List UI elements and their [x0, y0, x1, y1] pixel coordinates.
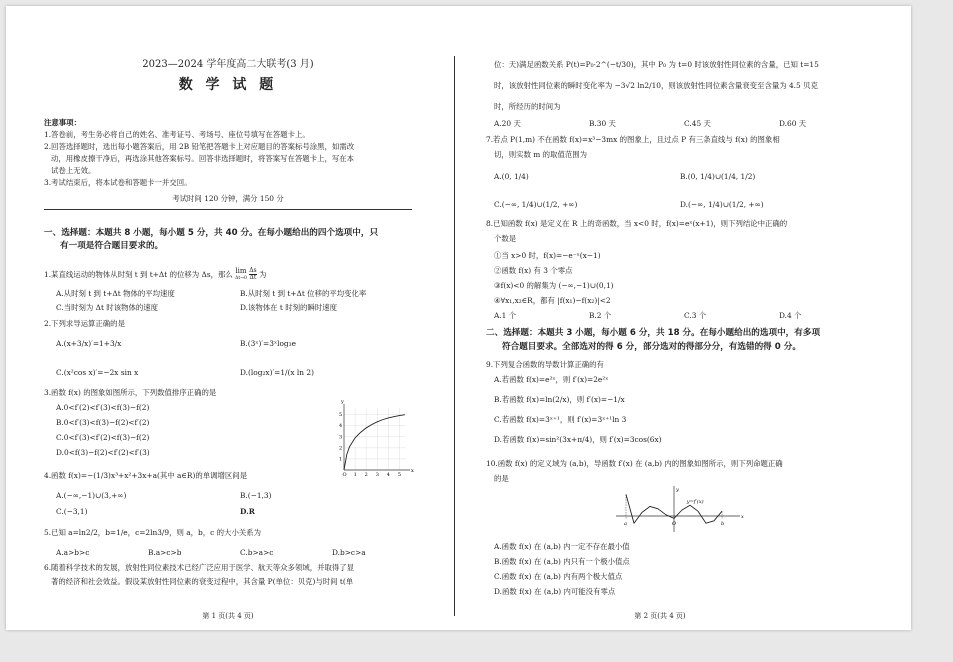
q10-line1: 10.函数 f(x) 的定义域为 (a,b)，导函数 f′(x) 在 (a,b) 内的图象如图所示，则下列命题正确: [486, 459, 783, 468]
q5-stem: 5.已知 a=ln2/2，b=1/e，c=2ln3/9，则 a，b，c 的大小关系为: [44, 528, 262, 537]
section1-heading: 一、选择题：本题共 8 小题，每小题 5 分，共 40 分。在每小题给出的四个选项中，只: [44, 228, 379, 238]
q8-option-a: A.1 个: [494, 311, 517, 320]
exam-title-line1: 2023—2024 学年度高二大联考(3 月): [142, 59, 314, 70]
limit-text: lim: [235, 267, 247, 276]
q3-option-a: A.0<f′(2)<f′(3)<f(3)−f(2): [56, 403, 150, 412]
q10-line2: 的是: [494, 474, 509, 483]
q10-option-d: D.函数 f(x) 在 (a,b) 内可能没有零点: [494, 587, 616, 596]
q6-line5: 时，所经历的时间为: [494, 102, 561, 111]
fraction-denominator: Δt: [249, 274, 257, 282]
q5-option-a: A.a>b>c: [56, 548, 90, 557]
y-axis-label: y: [341, 399, 344, 405]
q8-line2: 个数是: [494, 234, 517, 243]
q6-line4: 时，该放射性同位素的瞬时变化率为 −3√2 ln2/10，则该放射性同位素含量衰变至含量为 4.5 贝克: [494, 81, 818, 90]
q2-option-d: D.(log₂x)′=1/(x ln 2): [240, 368, 314, 377]
x-tick-label: b: [721, 521, 725, 527]
y-tick-label: 4: [339, 423, 343, 430]
q5-option-b: B.a>c>b: [148, 548, 182, 557]
x-tick-label: 2: [364, 472, 368, 478]
q8-option-d: D.4 个: [779, 311, 802, 320]
q3-stem: 3.函数 f(x) 的图象如图所示，下列数值排序正确的是: [44, 388, 217, 397]
q6-line3: 位：天)满足函数关系 P(t)=P₀·2^(−t/30)，其中 P₀ 为 t=0 时该放射性同位素的含量，已知 t=15: [494, 60, 819, 69]
q7-option-c: C.(−∞, 1/4)∪(1/2, +∞): [494, 200, 578, 209]
q8-option-b: B.2 个: [589, 311, 612, 320]
q1-limit: [235, 268, 247, 282]
q6-line2: 著的经济和社会效益。假设某放射性同位素的衰变过程中，其含量 P(单位：贝克)与时间 t(单: [51, 577, 354, 586]
section2-heading-cont: 符合题目要求。全部选对的得 6 分，部分选对的得部分分，有选错的得 0 分。: [502, 342, 801, 352]
x-tick-label: 4: [386, 472, 390, 478]
q10-graph: [614, 484, 746, 534]
q6-option-d: D.60 天: [779, 119, 807, 128]
q6-option-b: B.30 天: [589, 119, 616, 128]
series-label: y=f′(x): [686, 498, 704, 505]
q9-stem: 9.下列复合函数的导数计算正确的有: [486, 360, 604, 369]
x-axis-label: x: [741, 514, 744, 520]
exam-sheet: [6, 6, 911, 630]
x-tick-label: O: [342, 472, 347, 478]
divider-line: [44, 209, 412, 210]
series-line: [344, 415, 405, 470]
q9-option-b: B.若函数 f(x)=ln(2/x)，则 f′(x)=−1/x: [494, 395, 625, 404]
notice-item: 3.考试结束后，将本试卷和答题卡一并交回。: [44, 178, 192, 187]
q6-option-a: A.20 天: [494, 119, 521, 128]
x-tick-label: O: [672, 521, 677, 527]
x-tick-label: a: [624, 521, 627, 527]
column-divider: [454, 56, 455, 616]
page-footer-left: 第 1 页(共 4 页): [202, 612, 254, 620]
q5-option-c: C.b>a>c: [240, 548, 274, 557]
y-tick-label: 3: [339, 434, 343, 441]
q1-stem-end: 为: [259, 269, 267, 279]
q4-option-b: B.(−1,3): [240, 491, 272, 500]
q4-option-a: A.(−∞,−1)∪(3,+∞): [56, 491, 127, 500]
q6-line1: 6.随着科学技术的发展，放射性同位素技术已经广泛应用于医学、航天等众多领域，并取得了显: [44, 563, 355, 572]
y-axis-label: y: [676, 487, 679, 493]
q7-option-b: B.(0, 1/4)∪(1/4, 1/2): [680, 172, 756, 181]
exam-time: 考试时间 120 分钟，满分 150 分: [172, 194, 284, 203]
q9-option-d: D.若函数 f(x)=sin²(3x+π/4)，则 f′(x)=3cos(6x): [494, 435, 662, 444]
y-tick-label: 2: [339, 445, 343, 452]
x-tick-label: 1: [353, 472, 357, 478]
q3-option-b: B.0<f′(3)<f(3)−f(2)<f′(2): [56, 418, 150, 427]
notice-heading: 注意事项：: [44, 118, 81, 127]
q3-graph: [334, 398, 412, 478]
q2-option-a: A.(x+3/x)′=1+3/x: [56, 339, 122, 348]
exam-title: 数 学 试 题: [178, 77, 278, 93]
x-tick-label: 5: [397, 472, 402, 478]
q1-option-a: A.从时刻 t 到 t+Δt 物体的平均速度: [56, 289, 175, 298]
notice-item: 2.回答选择题时，选出每小题答案后，用 2B 铅笔把答题卡上对应题目的答案标号涂黑，如需改: [44, 142, 355, 151]
x-axis-label: x: [411, 468, 414, 474]
q8-item: ③f(x)<0 的解集为 (−∞,−1)∪(0,1): [494, 281, 614, 290]
q7-line1: 7.若点 P(1,m) 不在函数 f(x)=x³−3mx 的图象上，且过点 P 有三条直线与 f(x) 的图象相: [486, 135, 780, 144]
q8-item: ④∀x₁,x₂∈R，都有 |f(x₁)−f(x₂)|<2: [494, 296, 611, 305]
q7-option-a: A.(0, 1/4): [494, 172, 529, 181]
q1-option-c: C.当时刻为 Δt 时该物体的速度: [56, 303, 159, 312]
q9-option-a: A.若函数 f(x)=e²ˣ，则 f′(x)=2e²ˣ: [494, 375, 609, 384]
q1-stem: [44, 268, 266, 282]
q1-stem-text: 1.某直线运动的物体从时刻 t 到 t+Δt 的位移为 Δs，那么: [44, 269, 233, 279]
q4-stem: 4.函数 f(x)=−(1/3)x³+x²+3x+a(其中 a∈R)的单调增区间是: [44, 471, 248, 480]
q10-option-a: A.函数 f(x) 在 (a,b) 内一定不存在最小值: [494, 542, 630, 551]
q9-option-c: C.若函数 f(x)=3ˣ⁺¹，则 f′(x)=3ˣ⁺¹ln 3: [494, 415, 627, 424]
y-tick-label: 1: [339, 456, 343, 463]
q8-option-c: C.3 个: [684, 311, 707, 320]
section2-heading: 二、选择题：本题共 3 小题，每小题 6 分，共 18 分。在每小题给出的选项中，有多项: [486, 328, 821, 338]
q7-option-d: D.(−∞, 1/4)∪(1/2, +∞): [680, 200, 764, 209]
limit-sub: Δt→0: [235, 276, 247, 282]
q5-option-d: D.b>c>a: [332, 548, 366, 557]
q10-option-b: B.函数 f(x) 在 (a,b) 内只有一个极小值点: [494, 557, 630, 566]
q4-option-d: D.R: [240, 507, 255, 516]
x-tick-label: 3: [375, 472, 379, 478]
q2-option-c: C.(x²cos x)′=−2x sin x: [56, 368, 139, 377]
notice-item: 动，用橡皮擦干净后，再选涂其他答案标号。回答非选择题时，将答案写在答题卡上，写在本: [51, 154, 355, 163]
q1-option-d: D.该物体在 t 时刻的瞬时速度: [240, 303, 337, 312]
q1-option-b: B.从时刻 t 到 t+Δt 位移的平均变化率: [240, 289, 367, 298]
page-footer-right: 第 2 页(共 4 页): [634, 612, 686, 620]
q1-fraction: [249, 268, 256, 282]
q8-line1: 8.已知函数 f(x) 是定义在 R 上的奇函数，当 x<0 时，f(x)=eˣ(x+1)，则下列结论中正确的: [486, 219, 788, 228]
q2-stem: 2.下列求导运算正确的是: [44, 319, 125, 328]
fraction-numerator: Δs: [249, 267, 257, 274]
q6-option-c: C.45 天: [684, 119, 711, 128]
q8-item: ①当 x>0 时，f(x)=−e⁻ˣ(x−1): [494, 251, 601, 260]
section1-heading-cont: 有一项是符合题目要求的。: [60, 241, 164, 251]
q3-option-d: D.0<f(3)−f(2)<f′(2)<f′(3): [56, 448, 150, 457]
q2-option-b: B.(3ˣ)′=3ˣlog₃e: [240, 339, 296, 348]
y-tick-label: 5: [339, 412, 343, 419]
notice-item: 试卷上无效。: [51, 166, 96, 175]
q10-option-c: C.函数 f(x) 在 (a,b) 内有两个极大值点: [494, 572, 623, 581]
q4-option-c: C.(−3,1): [56, 507, 88, 516]
notice-item: 1.答卷前，考生务必将自己的姓名、准考证号、考场号、座位号填写在答题卡上。: [44, 130, 310, 139]
q3-option-c: C.0<f′(3)<f′(2)<f(3)−f(2): [56, 433, 150, 442]
q8-item: ②函数 f(x) 有 3 个零点: [494, 266, 573, 275]
q7-line2: 切，则实数 m 的取值范围为: [494, 150, 588, 159]
